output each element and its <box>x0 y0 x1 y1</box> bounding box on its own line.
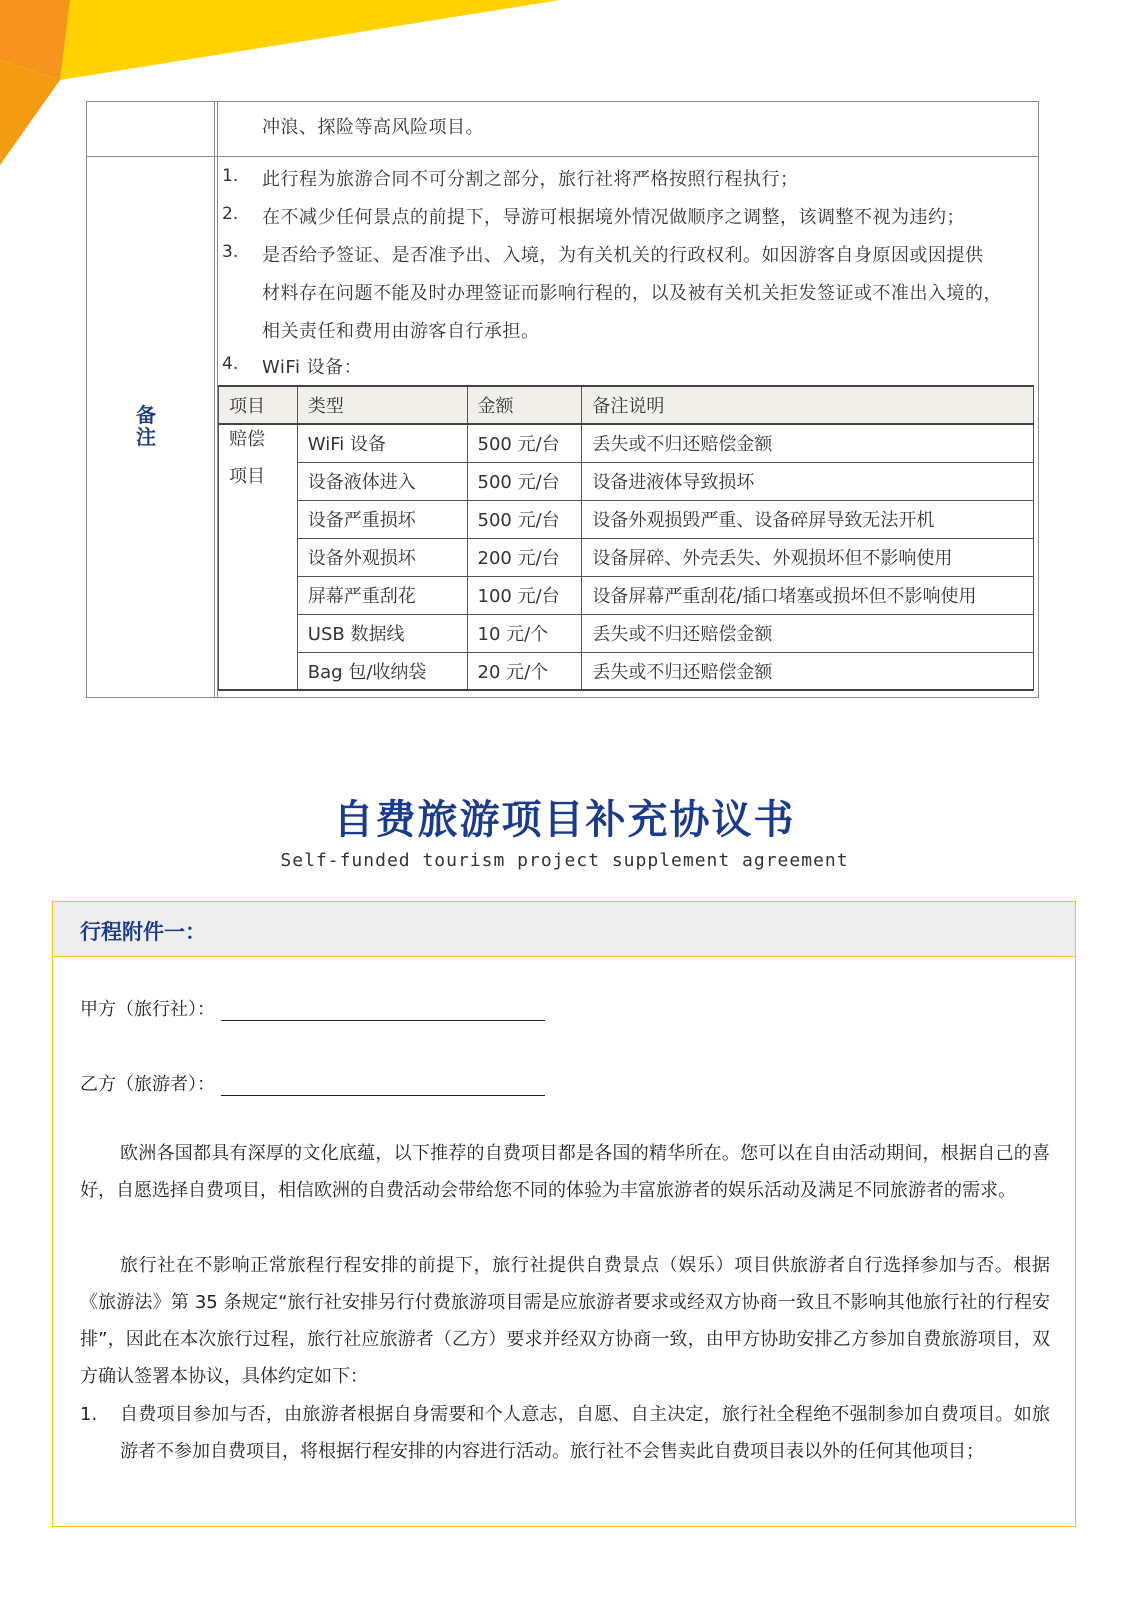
first-col-empty <box>219 576 298 614</box>
note-2-text: 在不减少任何景点的前提下，导游可根据境外情况做顺序之调整，该调整不视为违约； <box>262 207 965 228</box>
note-3-text-line-3: 相关责任和费用由游客自行承担。 <box>262 321 540 342</box>
party-a-label: 甲方（旅行社）： <box>80 999 215 1020</box>
wifi-table-header-row <box>219 386 1034 424</box>
note-1-number: 1. <box>222 166 239 186</box>
row-amount: 500 元/台 <box>467 500 582 538</box>
row-amount: 100 元/台 <box>467 576 582 614</box>
first-col-empty <box>219 614 298 652</box>
row-type: 设备外观损坏 <box>297 538 467 576</box>
row-remark: 丢失或不归还赔偿金额 <box>582 614 1034 652</box>
agreement-subtitle: Self-funded tourism project supplement agreement <box>280 850 849 871</box>
list-item <box>80 1396 1050 1470</box>
header-type: 类型 <box>297 386 467 424</box>
row-amount: 20 元/个 <box>467 652 582 690</box>
table-row <box>219 652 1034 690</box>
header-remark: 备注说明 <box>582 386 1034 424</box>
row-remark: 设备外观损毁严重、设备碎屏导致无法开机 <box>582 500 1034 538</box>
paragraph-1: 欧洲各国都具有深厚的文化底蕴，以下推荐的自费项目都是各国的精华所在。您可以在自由活动期间，根据自己的喜好，自愿选择自费项目，相信欧洲的自费活动会带给您不同的体验为丰富旅游者的娱乐活动及满足不同旅游者的需求。 <box>80 1143 1050 1201</box>
section-header <box>53 902 1075 957</box>
party-b-label: 乙方（旅游者）： <box>80 1074 215 1095</box>
row-remark: 丢失或不归还赔偿金额 <box>582 424 1034 462</box>
agreement-box <box>52 901 1076 1527</box>
row-type: WiFi 设备 <box>297 424 467 462</box>
note-3-text-line-1: 是否给予签证、是否准予出、入境，为有关机关的行政权利。如因游客自身原因或因提供 <box>262 245 984 266</box>
table-row <box>219 462 1034 500</box>
note-3-number: 3. <box>222 242 239 262</box>
header-item: 项目 <box>219 386 298 424</box>
wifi-compensation-table <box>218 385 1034 691</box>
row-amount: 10 元/个 <box>467 614 582 652</box>
table-row <box>219 538 1034 576</box>
row-type: Bag 包/收纳袋 <box>297 652 467 690</box>
notes-label-column <box>87 102 215 697</box>
first-col-line-2: 项目 <box>219 462 298 500</box>
row-divider <box>87 156 1038 157</box>
first-col-line-1: 赔偿 <box>219 424 298 462</box>
note-1-text: 此行程为旅游合同不可分割之部分，旅行社将严格按照行程执行； <box>262 169 799 190</box>
paragraph-2: 旅行社在不影响正常旅程行程安排的前提下，旅行社提供自费景点（娱乐）项目供旅游者自行选择参加与否。根据《旅游法》第 35 条规定“旅行社安排另行付费旅游项目需是应旅游者要求或经双方协商一致且不影响其他旅行社的行程安排”，因此在本次旅行过程，旅行社应旅游者（乙方）要求并经双方协商一致，由甲方协助安排乙方参加自费旅游项目，双方确认签署本协议，具体约定如下： <box>80 1255 1050 1387</box>
party-a-field <box>80 995 545 1021</box>
party-b-field <box>80 1070 545 1096</box>
row-amount: 500 元/台 <box>467 462 582 500</box>
row-remark: 设备屏幕严重刮花/插口堵塞或损坏但不影响使用 <box>582 576 1034 614</box>
row-type: 设备液体进入 <box>297 462 467 500</box>
table-row <box>219 576 1034 614</box>
top-row-text: 冲浪、探险等高风险项目。 <box>262 117 484 138</box>
agreement-title: 自费旅游项目补充协议书 <box>333 797 796 843</box>
notes-label: 备注 <box>136 403 156 449</box>
row-type: 设备严重损坏 <box>297 500 467 538</box>
header-amount: 金额 <box>467 386 582 424</box>
first-col-empty <box>219 538 298 576</box>
table-row <box>219 614 1034 652</box>
note-2-number: 2. <box>222 204 239 224</box>
party-b-signature-line[interactable] <box>221 1075 545 1096</box>
item-1-number: 1. <box>80 1404 98 1425</box>
row-remark: 丢失或不归还赔偿金额 <box>582 652 1034 690</box>
party-a-signature-line[interactable] <box>221 1000 545 1021</box>
row-amount: 200 元/台 <box>467 538 582 576</box>
first-col-empty <box>219 652 298 690</box>
row-remark: 设备进液体导致损坏 <box>582 462 1034 500</box>
note-4-number: 4. <box>222 354 239 374</box>
row-type: 屏幕严重刮花 <box>297 576 467 614</box>
table-row <box>219 424 1034 462</box>
note-3-text-line-2: 材料存在问题不能及时办理签证而影响行程的，以及被有关机关拒发签证或不准出入境的， <box>262 283 1002 304</box>
table-row <box>219 500 1034 538</box>
first-col-empty <box>219 500 298 538</box>
note-4-text: WiFi 设备： <box>262 357 363 378</box>
section-heading: 行程附件一： <box>80 920 206 944</box>
row-type: USB 数据线 <box>297 614 467 652</box>
row-remark: 设备屏碎、外壳丢失、外观损坏但不影响使用 <box>582 538 1034 576</box>
row-amount: 500 元/台 <box>467 424 582 462</box>
item-1-text: 自费项目参加与否，由旅游者根据自身需要和个人意志，自愿、自主决定，旅行社全程绝不强制参加自费项目。如旅游者不参加自费项目，将根据行程安排的内容进行活动。旅行社不会售卖此自费项目表以外的任何其他项目； <box>120 1404 1050 1462</box>
